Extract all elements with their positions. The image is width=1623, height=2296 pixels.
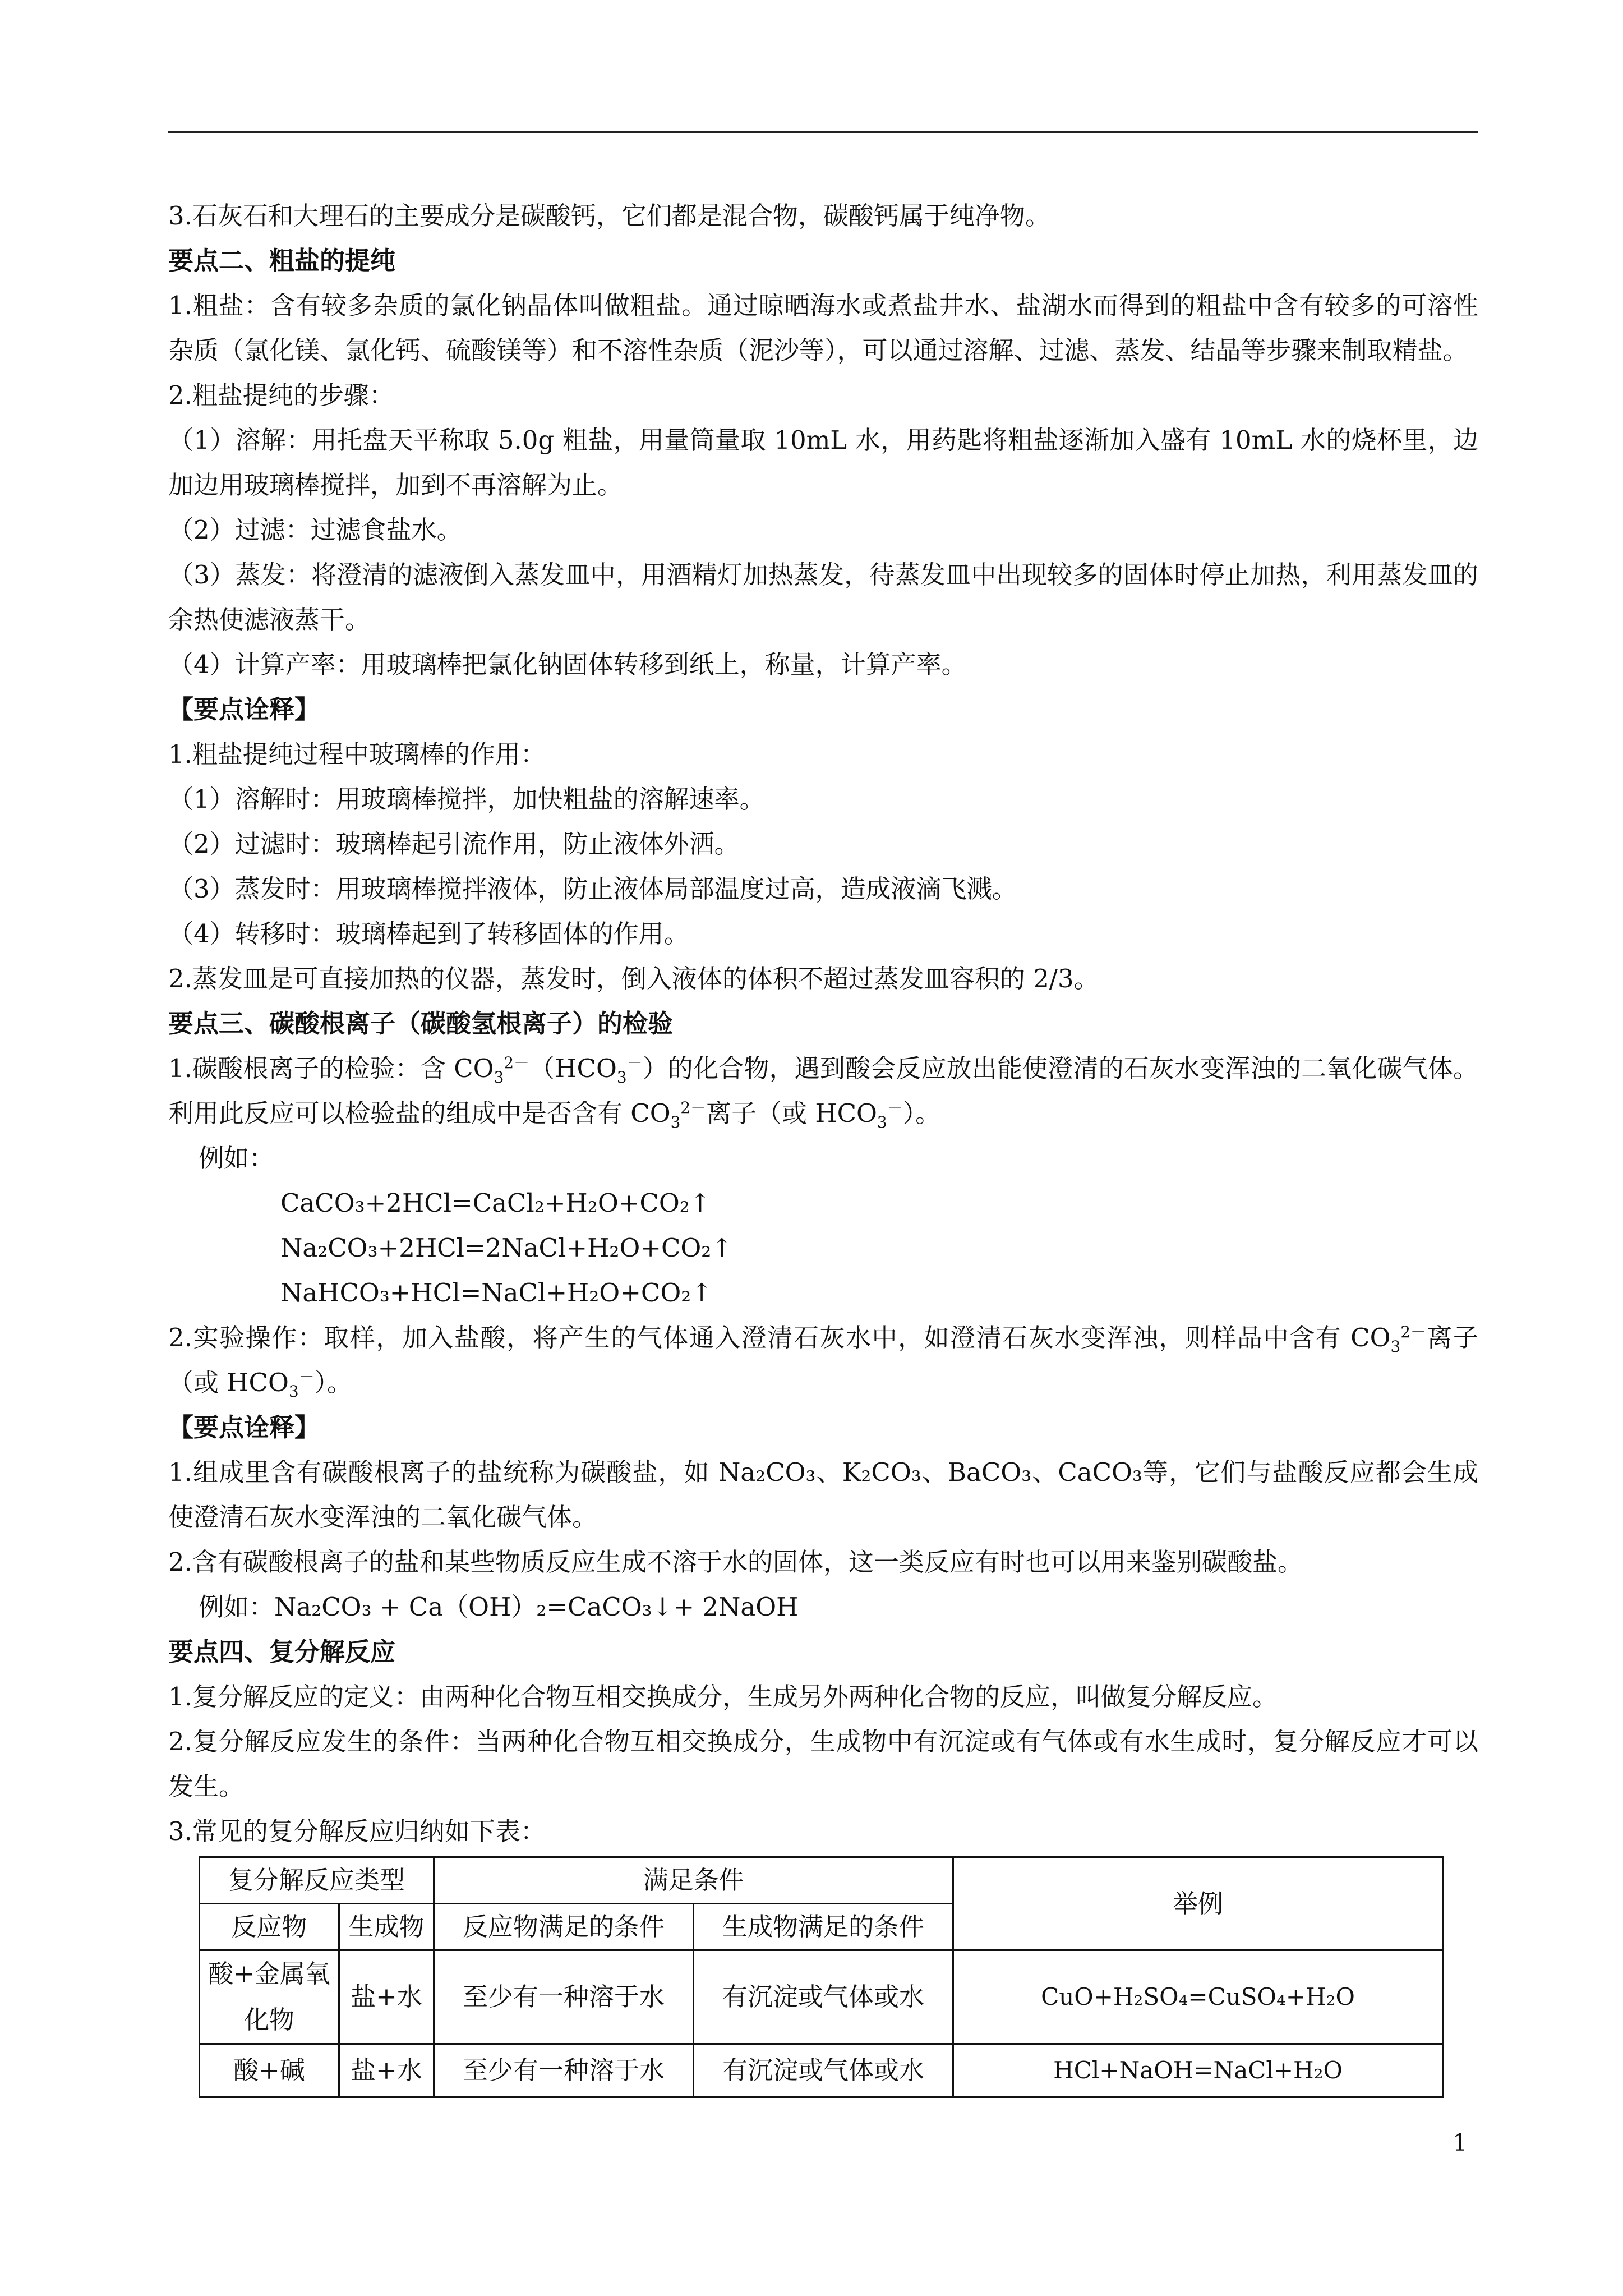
table-header-product: 生成物 (339, 1904, 434, 1950)
page-content (168, 194, 1478, 2098)
equation-3: NaHCO₃+HCl=NaCl+H₂O+CO₂↑ (280, 1278, 712, 1308)
note-1: 1.粗盐提纯过程中玻璃棒的作用： (168, 739, 546, 769)
section-3-note-2-example: 例如：Na₂CO₃ + Ca（OH）₂=CaCO₃↓+ 2NaOH (199, 1592, 799, 1622)
intro-line: 3.石灰石和大理石的主要成分是碳酸钙，它们都是混合物，碳酸钙属于纯净物。 (168, 201, 1050, 231)
section-3-p2: 2.实验操作：取样，加入盐酸，将产生的气体通入澄清石灰水中，如澄清石灰水变浑浊，则样品中含有 $CO_3^{2-}$离子（或 $HCO_3^-$）。 (168, 1323, 1478, 1401)
note-1c: （3）蒸发时：用玻璃棒搅拌液体，防止液体局部温度过高，造成液滴飞溅。 (168, 874, 1017, 904)
section-3-note-1: 1.组成里含有碳酸根离子的盐统称为碳酸盐，如 Na₂CO₃、K₂CO₃、BaCO₃、CaCO₃等，它们与盐酸反应都会生成使澄清石灰水变浑浊的二氧化碳气体。 (168, 1457, 1478, 1532)
reaction-table (199, 1856, 1444, 2098)
table-cell-example: CuO+H₂SO₄=CuSO₄+H₂O (953, 1950, 1443, 2044)
section-2-note-heading: 【要点诠释】 (168, 694, 320, 724)
step-4: （4）计算产率：用玻璃棒把氯化钠固体转移到纸上，称量，计算产率。 (168, 650, 967, 679)
table-header-example: 举例 (953, 1857, 1443, 1950)
table-cell-reactant: 酸+金属氧化物 (200, 1950, 339, 2044)
step-1: （1）溶解：用托盘天平称取 5.0g 粗盐，用量筒量取 10mL 水，用药匙将粗盐逐渐加入盛有 10mL 水的烧杯里，边加边用玻璃棒搅拌，加到不再溶解为止。 (168, 425, 1478, 500)
table-cell-product: 盐+水 (339, 2044, 434, 2097)
section-2-heading: 要点二、粗盐的提纯 (168, 246, 396, 275)
table-header-reactant-cond: 反应物满足的条件 (434, 1904, 694, 1950)
page-number: 1 (1453, 2129, 1468, 2156)
table-cell-reactant-cond: 至少有一种溶于水 (434, 2044, 694, 2097)
section-3-p1: 1.碳酸根离子的检验：含 $CO_3^{2-}(HCO_3^-)$的化合物，遇到酸会反应放出能使澄清的石灰水变浑浊的二氧化碳气体。利用此反应可以检验盐的组成中是否含有 $CO_3^{2-}$离子（或 $HCO_3^-$）。 (168, 1053, 1478, 1131)
section-3-note-2: 2.含有碳酸根离子的盐和某些物质反应生成不溶于水的固体，这一类反应有时也可以用来鉴别碳酸盐。 (168, 1547, 1303, 1577)
section-4-p2: 2.复分解反应发生的条件：当两种化合物互相交换成分，生成物中有沉淀或有气体或有水生成时，复分解反应才可以发生。 (168, 1727, 1478, 1801)
table-cell-reactant: 酸+碱 (200, 2044, 339, 2097)
table-header-condition: 满足条件 (434, 1857, 953, 1904)
note-1a: （1）溶解时：用玻璃棒搅拌，加快粗盐的溶解速率。 (168, 784, 765, 814)
table-header-reactant: 反应物 (200, 1904, 339, 1950)
table-cell-reactant-cond: 至少有一种溶于水 (434, 1950, 694, 2044)
table-cell-example: HCl+NaOH=NaCl+H₂O (953, 2044, 1443, 2097)
table-header-product-cond: 生成物满足的条件 (694, 1904, 953, 1950)
table-cell-product: 盐+水 (339, 1950, 434, 2044)
section-3-heading: 要点三、碳酸根离子（碳酸氢根离子）的检验 (168, 1009, 674, 1038)
equation-2: Na₂CO₃+2HCl=2NaCl+H₂O+CO₂↑ (280, 1233, 733, 1263)
step-2: （2）过滤：过滤食盐水。 (168, 515, 462, 545)
section-2-p2: 2.粗盐提纯的步骤： (168, 380, 394, 410)
table-cell-product-cond: 有沉淀或气体或水 (694, 2044, 953, 2097)
section-4-p1: 1.复分解反应的定义：由两种化合物互相交换成分，生成另外两种化合物的反应，叫做复分解反应。 (168, 1682, 1278, 1711)
table-header-type: 复分解反应类型 (200, 1857, 434, 1904)
section-4-p3: 3.常见的复分解反应归纳如下表： (168, 1816, 546, 1846)
table-row (200, 1950, 1443, 2044)
note-1d: （4）转移时：玻璃棒起到了转移固体的作用。 (168, 919, 689, 949)
section-4-heading: 要点四、复分解反应 (168, 1637, 396, 1667)
example-label: 例如： (199, 1143, 275, 1173)
note-1b: （2）过滤时：玻璃棒起引流作用，防止液体外洒。 (168, 829, 740, 859)
section-3-note-heading: 【要点诠释】 (168, 1412, 320, 1442)
section-2-p1: 1.粗盐：含有较多杂质的氯化钠晶体叫做粗盐。通过晾晒海水或煮盐井水、盐湖水而得到的粗盐中含有较多的可溶性杂质（氯化镁、氯化钙、硫酸镁等）和不溶性杂质（泥沙等），可以通过溶解、过滤、蒸发、结晶等步骤来制取精盐。 (168, 291, 1478, 365)
equation-1: CaCO₃+2HCl=CaCl₂+H₂O+CO₂↑ (280, 1188, 711, 1218)
note-2: 2.蒸发皿是可直接加热的仪器，蒸发时，倒入液体的体积不超过蒸发皿容积的 2/3。 (168, 964, 1099, 993)
step-3: （3）蒸发：将澄清的滤液倒入蒸发皿中，用酒精灯加热蒸发，待蒸发皿中出现较多的固体时停止加热，利用蒸发皿的余热使滤液蒸干。 (168, 560, 1478, 634)
table-cell-product-cond: 有沉淀或气体或水 (694, 1950, 953, 2044)
table-row (200, 2044, 1443, 2097)
header-rule (168, 131, 1478, 133)
